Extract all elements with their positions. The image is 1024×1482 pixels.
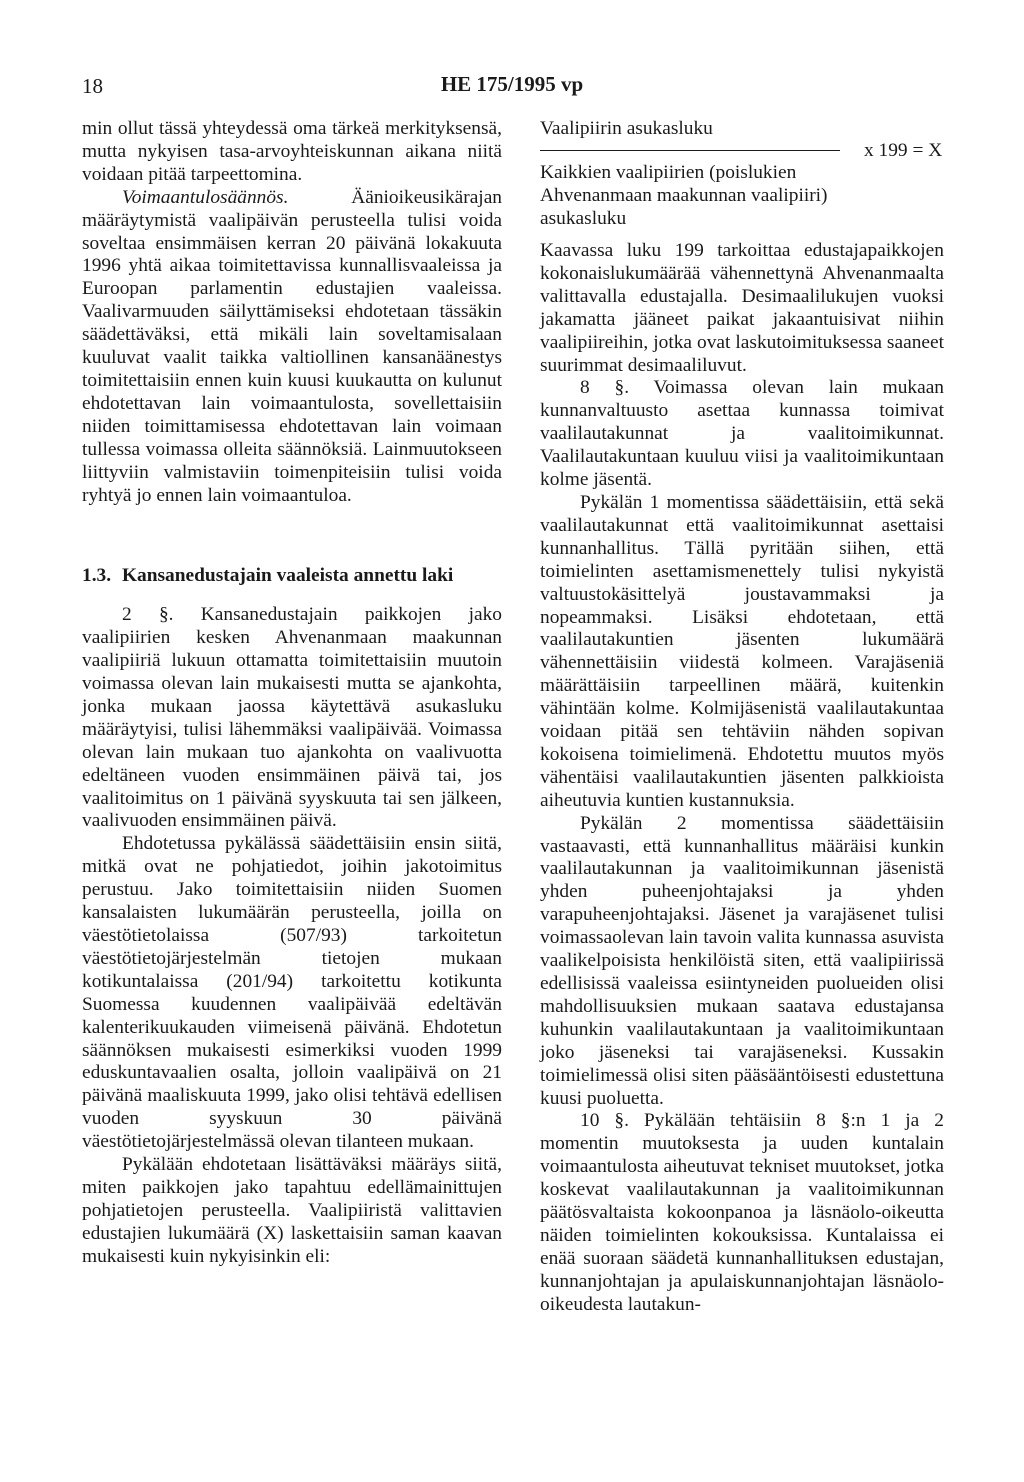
page-number: 18 — [82, 74, 103, 98]
seat-allocation-formula — [540, 118, 944, 230]
left-paragraph-3: 2 §. Kansanedustajain paikkojen jako vaalipiirien kesken Ahvenanmaan maakunnan vaalipiiriä lukuun ottamatta toimitettaisiin muutoin voimassa olevan lain mukaisesti mutta se ajankohta, jonka mukaan jaossa käytettävä asukasluku määräytyisi, tulisi lähemmäksi vaalipäivää. Voimassa olevan lain mukaan tuo ajankohta on vaalivuotta edeltäneen vuoden ensimmäinen päivä tai, jos vaalitoimitus on 1 päivänä syyskuuta tai sen jälkeen, vaalivuoden ensimmäinen päivä. — [82, 604, 502, 832]
section-heading-number: 1.3. — [82, 565, 112, 587]
left-paragraph-4: Ehdotetussa pykälässä säädettäisiin ensin siitä, mitkä ovat ne pohjatiedot, joihin jakotoimitus perustuu. Jako toimitettaisiin niiden Suomen kansalaisten lukumäärän perusteella, joilla on väestötietolaissa (507/93) tarkoitetun väestötietojärjestelmän tietojen mukaan kotikuntalaissa (201/94) tarkoitettu kotikunta Suomessa kuudennen vaalipäivää edeltävän kalenterikuukauden viimeisenä päivänä. Ehdotetun säännöksen mukaisesti esimerkiksi vuoden 1999 eduskuntavaalien osalta, jolloin vaalipäivä on 21 päivänä maaliskuuta 1999, jako olisi tehtävä edellisen vuoden syyskuun 30 päivänä väestötietojärjestelmässä olevan tilanteen mukaan. — [82, 833, 502, 1153]
formula-numerator: Vaalipiirin asukasluku — [540, 118, 713, 139]
right-column — [540, 118, 944, 1317]
left-column — [82, 118, 502, 1269]
section-heading-text: Kansanedustajain vaaleista annettu laki — [121, 565, 454, 587]
right-paragraph-2: 8 §. Voimassa olevan lain mukaan kunnanvaltuusto asettaa kunnassa toimivat vaalilautakunnat ja vaalitoimikunnat. Vaalilautakuntaan kuuluu viisi ja vaalitoimikuntaan kolme jäsentä. — [540, 377, 944, 491]
left-paragraph-2 — [82, 187, 502, 508]
left-paragraph-1: min ollut tässä yhteydessä oma tärkeä merkityksensä, mutta nykyisen tasa-arvoyhteiskunnan aikana niitä voidaan pitää tarpeettomina. — [82, 118, 502, 185]
formula-multiplier: x 199 = X — [864, 140, 943, 161]
left-paragraph-2-text: Äänioikeusikärajan määräytymistä vaalipäivän perusteella tulisi voida soveltaa ensimmäisen kerran 20 päivänä lokakuuta 1996 yhtä aikaa toimitettavissa kunnallisvaaleissa ja Euroopan parlamentin edustajien vaaleissa. Vaalivarmuuden säilyttämiseksi ehdotetaan tässäkin säädettäväksi, että mikäli lain soveltamisalaan kuuluvat vaalit taikka valtiollinen kansanäänestys toimitettaisiin ennen kuin kuusi kuukautta on kulunut ehdotettavan lain voimaantulosta, sovellettaisiin niiden toimittamisessa ehdotettavan lain voimaan tullessa voimassa olleita säännöksiä. Lainmuutokseen liittyviin valmistaviin toimenpiteisiin tulisi voida ryhtyä jo ennen lain voimaantuloa. — [82, 186, 502, 506]
right-paragraph-3: Pykälän 1 momentissa säädettäisiin, että sekä vaalilautakunnat että vaalitoimikunnat asettaisi kunnanhallitus. Tällä pyritään siihen, että toimielinten asettamismenettely tulisi nykyistä valtuustokäsittelyä joustavammaksi ja nopeammaksi. Lisäksi ehdotetaan, että vaalilautakuntien jäsenten lukumäärä vähennettäisiin viidestä kolmeen. Varajäseniä määrättäisiin tarpeellinen määrä, kuitenkin vähintään kolme. Kolmijäsenistä vaalilautakuntaa voidaan pitää sen tehtäviin nähden sopivan kokoisena toimielimenä. Ehdotettu muutos myös vähentäisi vaalilautakuntien jäsenten palkkioista aiheutuvia kuntien kustannuksia. — [540, 491, 944, 811]
right-paragraph-1: Kaavassa luku 199 tarkoittaa edustajapaikkojen kokonaislukumäärää vähennettynä Ahvenanmaalta valittavalla edustajalla. Desimaalilukujen vuoksi jakamatta jääneet paikat jakaantuisivat niihin vaalipiireihin, jotka ovat laskutoimituksessa saaneet suurimmat desimaaliluvut. — [540, 240, 944, 376]
right-paragraph-5: 10 §. Pykälään tehtäisiin 8 §:n 1 ja 2 momentin muutoksesta ja uuden kuntalain voimaantulosta aiheutuvat tekniset muutokset, jotka koskevat vaalilautakunnan ja vaalitoimikunnan päätösvaltaista kokoonpanoa ja läsnäolo-oikeutta näiden toimielinten kokouksissa. Kuntalaissa ei enää suoraan säädetä kunnanhallituksen edustajan, kunnanjohtajan ja apulaiskunnanjohtajan läsnäolo-oikeudesta lautakun- — [540, 1110, 944, 1315]
formula-denominator: Kaikkien vaalipiirien (poislukien Ahvenanmaan maakunnan vaalipiiri) asukasluku — [540, 162, 828, 229]
section-heading — [82, 565, 502, 588]
left-paragraph-5: Pykälään ehdotetaan lisättäväksi määräys siitä, miten paikkojen jako tapahtuu edellämainittujen pohjatietojen perusteella. Vaalipiiristä valittavien edustajien lukumäärä (X) laskettaisiin saman kaavan mukaisesti kuin nykyisinkin eli: — [82, 1154, 502, 1267]
section-label-voimaantulo: Voimaantulosäännös. — [122, 186, 289, 208]
formula-fraction-line — [540, 150, 840, 151]
running-title: HE 175/1995 vp — [440, 72, 584, 96]
right-paragraph-4: Pykälän 2 momentissa säädettäisiin vastaavasti, että kunnanhallitus määräisi kunkin vaalilautakunnan ja vaalitoimikunnan jäsenistä yhden puheenjohtajaksi ja yhden varapuheenjohtajaksi. Jäsenet ja varajäsenet tulisi voimassaolevan lain tavoin valita kunnassa asuvista vaalikelpoisista henkilöistä siten, että vaalipiirissä edellisissä vaaleissa esiintyneiden puolueiden olisi mahdollisuuksien mukaan saatava edustajansa kuhunkin vaalilautakuntaan ja vaalitoimikuntaan joko jäseneksi tai varajäseneksi. Kussakin toimielimessä olisi siten pääsääntöisesti edustettuna kuusi puoluetta. — [540, 812, 944, 1109]
